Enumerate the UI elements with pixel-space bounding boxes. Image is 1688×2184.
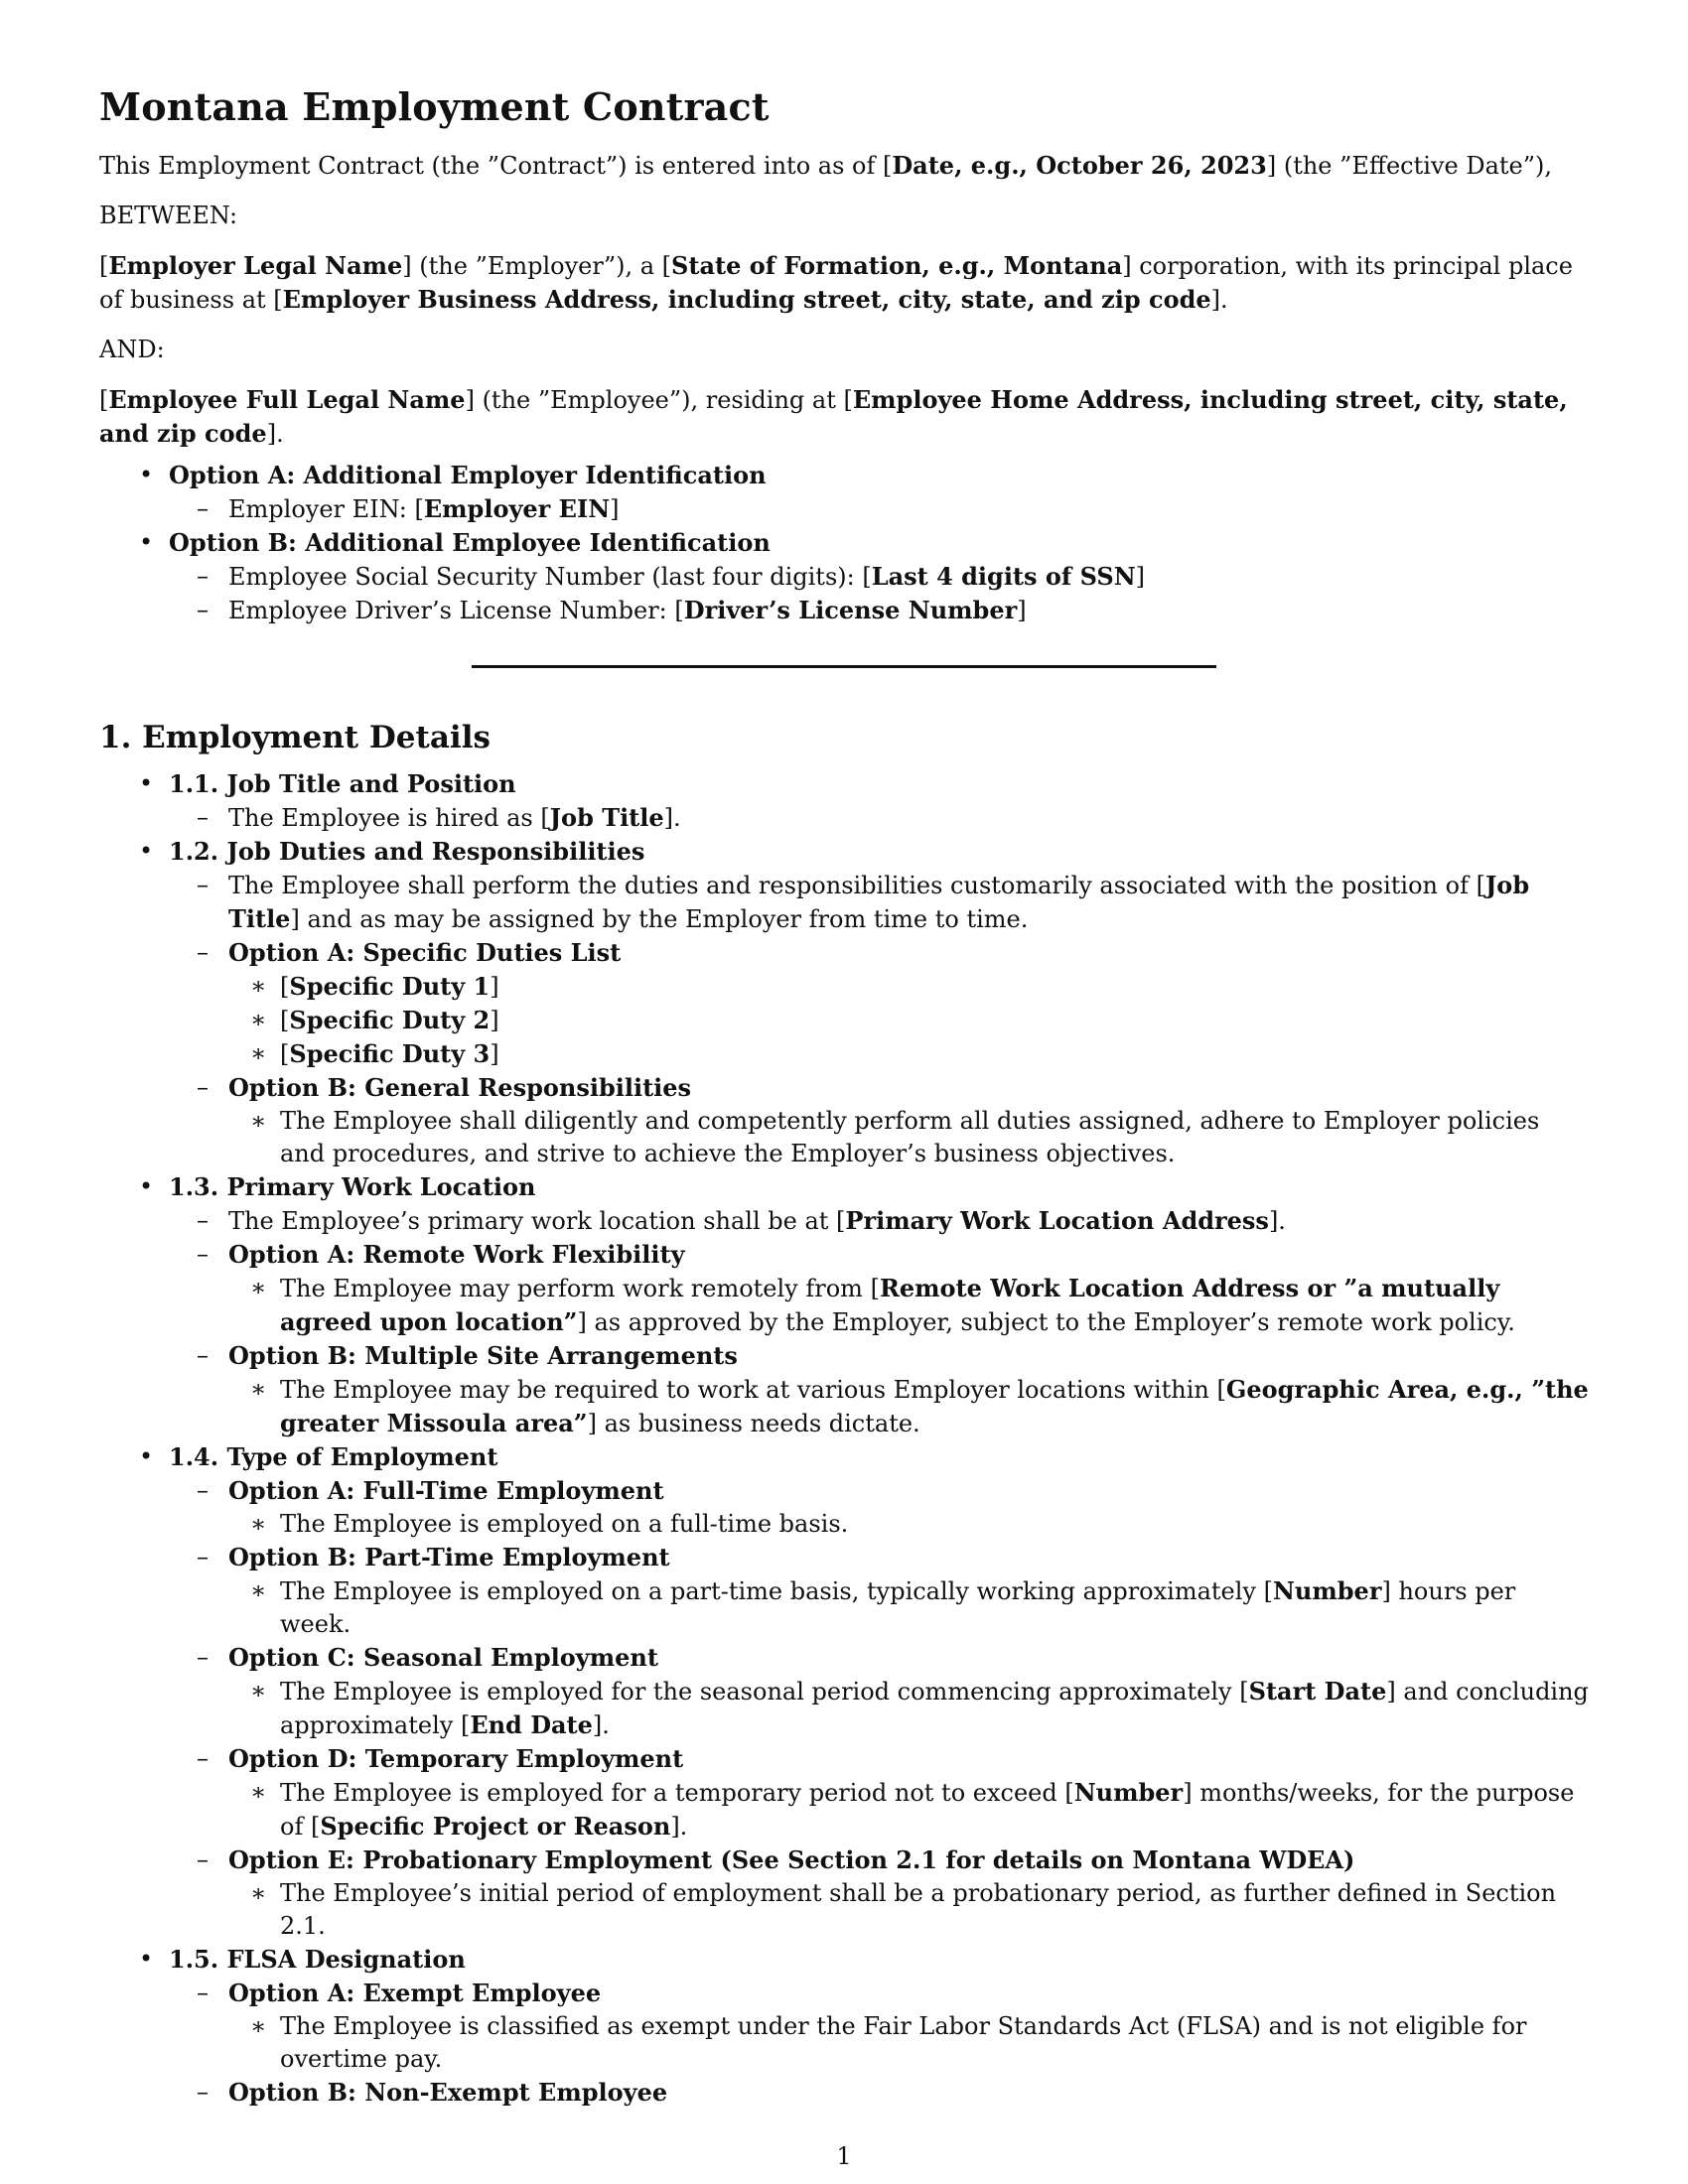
list-item: – Option B: Multiple Site Arrangements — [197, 1341, 738, 1370]
bullet-icon: • — [139, 1945, 154, 1973]
list-item: • 1.4. Type of Employment — [139, 1442, 498, 1471]
asterisk-icon: ∗ — [250, 1510, 267, 1538]
asterisk-icon: ∗ — [250, 2012, 267, 2040]
asterisk-icon: ∗ — [250, 1107, 267, 1135]
list-item: ∗ [Specific Duty 3] — [250, 1039, 499, 1068]
dash-icon: – — [197, 1206, 209, 1234]
between-label: BETWEEN: — [99, 202, 238, 229]
bullet-icon: • — [139, 461, 154, 488]
list-item: ∗ The Employee may perform work remotely from [Remote Work Location Address or ”a mutually agreed upon location”] as approved by the Employer, subject to the Employer’s remote work policy. — [250, 1274, 1515, 1336]
dash-icon: – — [197, 1341, 209, 1369]
bullet-icon: • — [139, 1442, 154, 1470]
dash-icon: – — [197, 1643, 209, 1671]
list-item: – Option E: Probationary Employment (See Section 2.1 for details on Montana WDEA) — [197, 1845, 1355, 1874]
asterisk-icon: ∗ — [250, 1375, 267, 1403]
asterisk-icon: ∗ — [250, 972, 267, 1000]
list-item: • Option A: Additional Employer Identification — [139, 461, 767, 489]
list-item: – The Employee’s primary work location shall be at [Primary Work Location Address]. — [197, 1206, 1286, 1235]
list-item: – Option A: Full-Time Employment — [197, 1476, 664, 1505]
list-item: – Option B: Non-Exempt Employee — [197, 2078, 668, 2107]
list-item: ∗ The Employee is employed for the seasonal period commencing approximately [Start Date] and concluding approximately [End Date]. — [250, 1677, 1589, 1739]
and-label: AND: — [99, 336, 165, 363]
list-item: ∗ [Specific Duty 1] — [250, 972, 499, 1001]
list-item: ∗ The Employee is employed for a temporary period not to exceed [Number] months/weeks, for the purpose of [Specific Project or Reason]. — [250, 1778, 1575, 1841]
list-item: • Option B: Additional Employee Identification — [139, 528, 771, 557]
employer-paragraph: [Employer Legal Name] (the ”Employer”), a [State of Formation, e.g., Montana] corporation, with its principal place of business at [Employer Business Address, including street, city, state, and zip code]. — [99, 251, 1573, 314]
employee-paragraph: [Employee Full Legal Name] (the ”Employee”), residing at [Employee Home Address, including street, city, state, and zip code]. — [99, 385, 1568, 448]
list-item: ∗ The Employee is employed on a part-time basis, typically working approximately [Number] hours per week. — [250, 1576, 1516, 1638]
intro-paragraph: This Employment Contract (the ”Contract”) is entered into as of [Date, e.g., October 26, 2023] (the ”Effective Date”), — [99, 151, 1552, 180]
page-number: 1 — [836, 2142, 852, 2170]
section-heading: 1. Employment Details — [99, 720, 491, 755]
dash-icon: – — [197, 1476, 209, 1504]
dash-icon: – — [197, 938, 209, 966]
contract-page — [99, 84, 1589, 2110]
list-item: ∗ The Employee is employed on a full-time basis. — [99, 1508, 1589, 1541]
list-item: • 1.5. FLSA Designation — [139, 1945, 466, 1974]
list-item: – Employee Social Security Number (last four digits): [Last 4 digits of SSN] — [197, 562, 1146, 591]
dash-icon: – — [197, 1979, 209, 2006]
bullet-icon: • — [139, 837, 154, 865]
list-item: ∗ [Specific Duty 2] — [250, 1006, 499, 1034]
list-item: • 1.2. Job Duties and Responsibilities — [139, 837, 645, 866]
list-item: – The Employee is hired as [Job Title]. — [197, 803, 681, 832]
asterisk-icon: ∗ — [250, 1274, 267, 1301]
document-title: Montana Employment Contract — [99, 84, 770, 129]
dash-icon: – — [197, 1543, 209, 1570]
section-1-list — [99, 767, 1589, 2110]
list-item: – Option C: Seasonal Employment — [197, 1643, 658, 1672]
dash-icon: – — [197, 1240, 209, 1268]
horizontal-divider — [472, 665, 1216, 668]
list-item: – Employer EIN: [Employer EIN] — [197, 494, 620, 523]
list-item: – Employee Driver’s License Number: [Driver’s License Number] — [197, 596, 1027, 624]
dash-icon: – — [197, 803, 209, 831]
list-item: ∗ The Employee may be required to work at various Employer locations within [Geographic Area, e.g., ”the greater Missoula area”] as business needs dictate. — [250, 1375, 1589, 1437]
list-item: – Option A: Remote Work Flexibility — [197, 1240, 685, 1269]
list-item: ∗ The Employee’s initial period of employment shall be a probationary period, as further defined in Section 2.1. — [250, 1879, 1557, 1940]
list-item: – Option B: Part-Time Employment — [197, 1543, 670, 1571]
dash-icon: – — [197, 871, 209, 898]
list-item: • 1.1. Job Title and Position — [139, 769, 516, 798]
asterisk-icon: ∗ — [250, 1006, 267, 1033]
asterisk-icon: ∗ — [250, 1778, 267, 1806]
asterisk-icon: ∗ — [250, 1879, 267, 1907]
list-item: – Option A: Exempt Employee — [197, 1979, 602, 2007]
list-item: ∗ The Employee is classified as exempt under the Fair Labor Standards Act (FLSA) and is not eligible for overtime pay. — [250, 2012, 1527, 2073]
dash-icon: – — [197, 2078, 209, 2106]
list-item: – Option D: Temporary Employment — [197, 1744, 684, 1773]
list-item: – The Employee shall perform the duties and responsibilities customarily associated with the position of [Job Title] and as may be assigned by the Employer from time to time. — [197, 871, 1530, 933]
dash-icon: – — [197, 596, 209, 623]
asterisk-icon: ∗ — [250, 1039, 267, 1067]
asterisk-icon: ∗ — [250, 1576, 267, 1604]
bullet-icon: • — [139, 1172, 154, 1200]
dash-icon: – — [197, 1073, 209, 1101]
dash-icon: – — [197, 1845, 209, 1873]
bullet-icon: • — [139, 528, 154, 556]
dash-icon: – — [197, 494, 209, 522]
list-item: – Option A: Specific Duties List — [197, 938, 622, 967]
bullet-icon: • — [139, 769, 154, 797]
dash-icon: – — [197, 1744, 209, 1772]
list-item: ∗ The Employee shall diligently and competently perform all duties assigned, adhere to Employer policies and procedures, and strive to achieve the Employer’s business objectives. — [250, 1107, 1540, 1167]
identification-list — [99, 459, 1589, 627]
asterisk-icon: ∗ — [250, 1677, 267, 1705]
dash-icon: – — [197, 562, 209, 590]
list-item: • 1.3. Primary Work Location — [139, 1172, 536, 1201]
list-item: – Option B: General Responsibilities — [197, 1073, 692, 1102]
